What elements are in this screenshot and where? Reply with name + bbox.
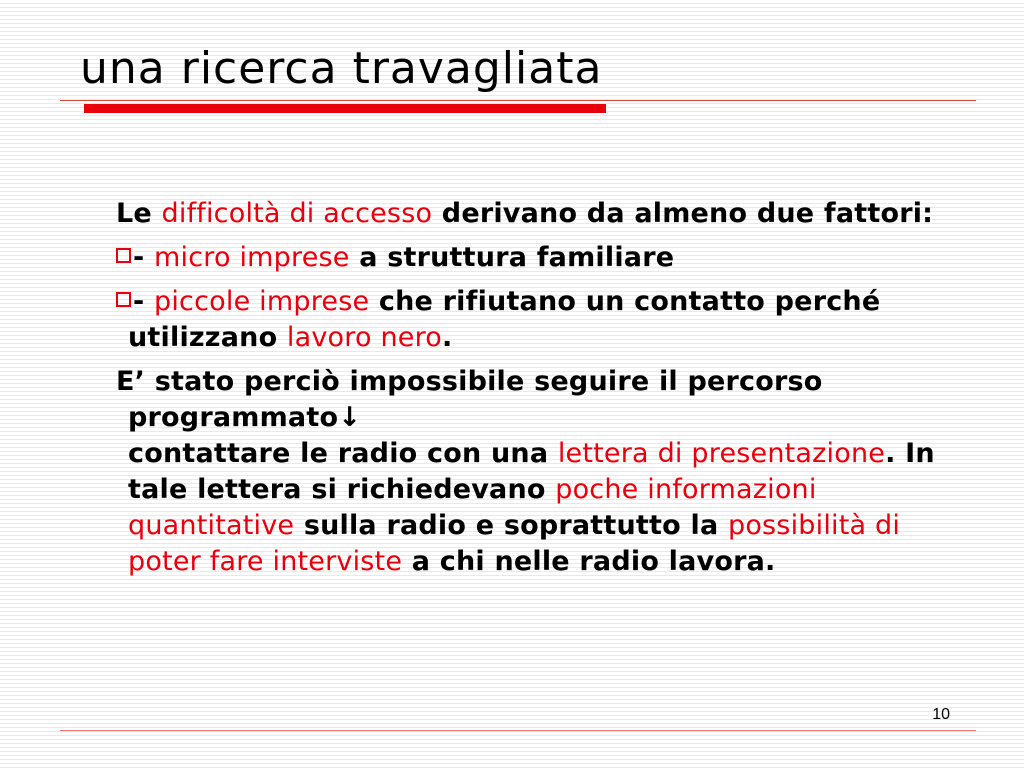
footer-rule bbox=[60, 730, 976, 731]
highlight-text: piccole imprese bbox=[154, 286, 370, 317]
highlight-text: micro imprese bbox=[154, 242, 350, 273]
slide-title: una ricerca travagliata bbox=[80, 43, 603, 94]
bullet-micro-imprese bbox=[112, 240, 952, 276]
text: sulla radio e soprattutto la bbox=[294, 510, 728, 541]
text: a struttura familiare bbox=[349, 242, 675, 273]
highlight-text: difficoltà di accesso bbox=[161, 198, 433, 229]
hollow-square-icon bbox=[116, 248, 131, 263]
highlight-text: lettera di presentazione bbox=[557, 438, 886, 469]
text: E’ stato perciò impossibile seguire il percorso programmato↓ bbox=[116, 366, 823, 433]
highlight-text: lavoro nero bbox=[286, 322, 443, 353]
title-underline-accent bbox=[84, 104, 606, 113]
text: . bbox=[442, 322, 453, 353]
text: derivano da almeno due fattori: bbox=[432, 198, 934, 229]
hollow-square-icon bbox=[116, 292, 131, 307]
text: che rifiutano un contatto perché utilizzano bbox=[128, 286, 881, 353]
page-number: 10 bbox=[932, 706, 950, 723]
paragraph-lettera bbox=[112, 436, 952, 580]
text: contattare le radio con una bbox=[128, 438, 558, 469]
paragraph-difficulties bbox=[112, 196, 952, 232]
text: Le bbox=[116, 198, 162, 229]
bullet-piccole-imprese bbox=[112, 284, 952, 356]
bullet-dash: - bbox=[133, 286, 155, 317]
text: a chi nelle radio lavora. bbox=[402, 546, 776, 577]
text: . In tale lettera si richiedevano bbox=[128, 438, 935, 505]
slide-body bbox=[112, 196, 952, 580]
bullet-dash: - bbox=[133, 242, 155, 273]
paragraph-percorso bbox=[112, 364, 952, 436]
highlight-text: possibilità di poter fare interviste bbox=[128, 510, 901, 577]
title-underline-thin bbox=[60, 100, 976, 101]
highlight-text: poche informazioni quantitative bbox=[128, 474, 817, 541]
